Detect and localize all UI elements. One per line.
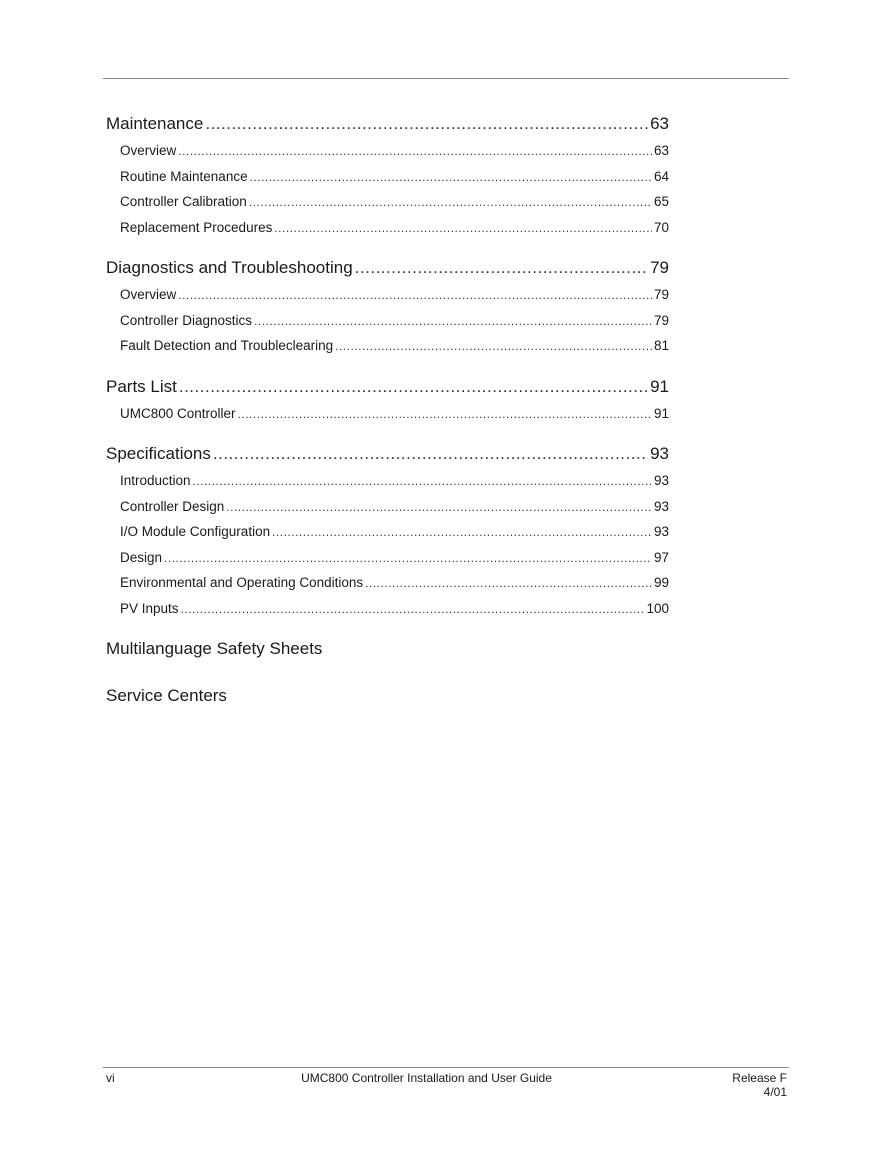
toc-item-page: 100 (646, 600, 669, 616)
dot-leader (335, 334, 652, 360)
toc-item-page: 79 (653, 287, 669, 302)
chapter-page: 91 (650, 376, 669, 396)
toc-item-page: 93 (653, 524, 669, 539)
footer-rule (103, 1067, 789, 1068)
dot-leader (178, 283, 652, 309)
footer-release-info (732, 1071, 787, 1099)
footer-date: 4/01 (763, 1085, 787, 1099)
toc-item-label: PV Inputs (120, 600, 179, 616)
dot-leader (274, 216, 652, 242)
footer-document-title: UMC800 Controller Installation and User Guide (301, 1071, 552, 1085)
toc-item-page: 81 (653, 338, 669, 353)
dot-leader (254, 309, 652, 335)
toc-chapter-specifications[interactable] (106, 440, 669, 468)
chapter-title: Diagnostics and Troubleshooting (106, 258, 353, 277)
chapter-title: Maintenance (106, 114, 204, 133)
toc-item-page: 64 (653, 168, 669, 184)
toc-item[interactable] (106, 545, 669, 571)
toc-item[interactable] (106, 333, 669, 359)
dot-leader (226, 495, 652, 521)
header-rule (103, 78, 789, 79)
toc-chapter-parts-list[interactable] (106, 373, 669, 401)
footer-page-number: vi (106, 1071, 115, 1085)
dot-leader (205, 110, 648, 138)
toc-chapter-safety-sheets[interactable]: Multilanguage Safety Sheets (106, 639, 323, 658)
dot-leader (164, 546, 652, 572)
dot-leader (250, 165, 652, 191)
toc-item[interactable] (106, 468, 669, 494)
toc-item[interactable] (106, 596, 669, 622)
dot-leader (181, 597, 645, 623)
toc-item-label: Controller Design (120, 498, 225, 514)
toc-item[interactable] (106, 308, 669, 334)
toc-item[interactable] (106, 494, 669, 520)
toc-section-diagnostics (106, 254, 669, 359)
toc-item[interactable] (106, 570, 669, 596)
toc-item-label: Environmental and Operating Conditions (120, 575, 364, 590)
chapter-title: Specifications (106, 444, 211, 463)
chapter-page: 93 (650, 444, 669, 463)
toc-section-parts-list (106, 373, 669, 427)
toc-item-label: Controller Calibration (120, 194, 247, 209)
table-of-contents (106, 110, 669, 729)
toc-item-page: 70 (653, 219, 669, 235)
toc-item-page: 93 (653, 473, 669, 488)
dot-leader (213, 440, 648, 468)
toc-item[interactable] (106, 189, 669, 215)
dot-leader (365, 571, 652, 597)
toc-item[interactable] (106, 401, 669, 427)
toc-item[interactable] (106, 282, 669, 308)
toc-item-label: UMC800 Controller (120, 405, 236, 421)
toc-item[interactable] (106, 164, 669, 190)
toc-item-page: 93 (653, 498, 669, 514)
toc-item-page: 99 (653, 575, 669, 590)
toc-item-label: Controller Diagnostics (120, 312, 253, 328)
toc-item-label: Routine Maintenance (120, 168, 248, 184)
toc-item-label: Overview (120, 143, 177, 158)
toc-chapter-diagnostics[interactable] (106, 254, 669, 282)
toc-item[interactable] (106, 215, 669, 241)
footer-release: Release F (732, 1071, 787, 1085)
dot-leader (193, 469, 652, 495)
dot-leader (249, 190, 652, 216)
dot-leader (272, 520, 652, 546)
toc-item-label: Replacement Procedures (120, 219, 273, 235)
dot-leader (355, 254, 648, 282)
toc-item[interactable] (106, 138, 669, 164)
toc-chapter-maintenance[interactable] (106, 110, 669, 138)
toc-section-maintenance (106, 110, 669, 240)
toc-item-page: 79 (653, 312, 669, 328)
toc-item-page: 65 (653, 194, 669, 209)
toc-section-specifications (106, 440, 669, 621)
toc-item-label: Design (120, 549, 163, 565)
chapter-page: 79 (650, 258, 669, 277)
toc-item-page: 97 (653, 549, 669, 565)
dot-leader (179, 373, 648, 401)
toc-item-label: I/O Module Configuration (120, 524, 271, 539)
chapter-title: Parts List (106, 376, 177, 396)
chapter-page: 63 (650, 114, 669, 133)
toc-item-page: 63 (653, 143, 669, 158)
toc-item-label: Overview (120, 287, 177, 302)
toc-item-label: Introduction (120, 473, 191, 488)
toc-chapter-service-centers[interactable]: Service Centers (106, 686, 227, 705)
toc-item[interactable] (106, 519, 669, 545)
dot-leader (178, 139, 652, 165)
toc-item-page: 91 (653, 405, 669, 421)
dot-leader (238, 402, 652, 428)
toc-item-label: Fault Detection and Troubleclearing (120, 338, 334, 353)
